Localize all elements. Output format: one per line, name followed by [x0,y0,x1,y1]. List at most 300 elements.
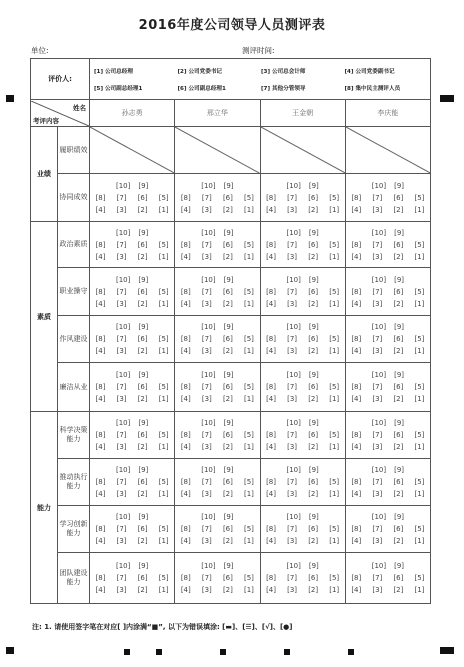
score-option[interactable]: [1] [414,205,425,214]
score-option[interactable]: [4] [95,347,106,355]
score-option[interactable]: [2] [393,586,404,594]
score-option[interactable]: [2] [137,395,148,403]
score-option[interactable]: [9] [308,181,319,190]
score-option[interactable]: [3] [287,347,298,355]
score-option[interactable]: [5] [329,431,340,439]
score-option[interactable]: [7] [287,574,298,582]
score-option[interactable]: [10] [201,419,216,427]
score-option[interactable]: [9] [138,466,149,474]
score-option[interactable]: [3] [201,586,212,594]
score-option[interactable]: [8] [351,240,362,249]
score-option[interactable]: [3] [116,205,127,214]
score-option[interactable]: [8] [180,525,191,533]
score-option[interactable]: [10] [286,323,301,331]
score-option[interactable]: [8] [266,193,276,202]
score-option[interactable]: [5] [158,431,169,439]
score-option[interactable]: [2] [308,443,319,451]
score-option[interactable]: [6] [308,383,319,391]
score-option[interactable]: [8] [351,193,362,202]
score-option[interactable]: [3] [287,252,298,261]
score-option[interactable]: [1] [158,252,169,261]
score-option[interactable]: [9] [138,371,149,379]
score-option[interactable]: [6] [393,574,404,582]
score-option[interactable]: [10] [201,228,216,237]
score-option[interactable]: [1] [329,395,340,403]
score-option[interactable]: [1] [244,586,254,594]
score-option[interactable]: [1] [158,443,169,451]
score-option[interactable]: [2] [308,252,319,261]
score-option[interactable]: [8] [266,431,276,439]
score-option[interactable]: [3] [201,395,212,403]
score-option[interactable]: [6] [393,240,404,249]
score-option[interactable]: [7] [116,335,127,343]
score-option[interactable]: [7] [287,287,298,296]
score-option[interactable]: [9] [223,562,234,570]
score-option[interactable]: [2] [137,347,148,355]
score-option[interactable]: [3] [201,443,212,451]
score-option[interactable]: [4] [351,347,362,355]
score-option[interactable]: [7] [116,287,127,296]
score-option[interactable]: [3] [287,205,298,214]
score-option[interactable]: [5] [244,287,254,296]
score-option[interactable]: [3] [287,490,298,498]
score-option[interactable]: [2] [222,490,233,498]
score-option[interactable]: [2] [222,537,233,545]
score-option[interactable]: [10] [371,562,387,570]
score-option[interactable]: [9] [394,371,405,379]
score-option[interactable]: [10] [115,562,131,570]
score-option[interactable]: [2] [308,395,319,403]
score-option[interactable]: [5] [329,240,340,249]
score-option[interactable]: [9] [308,228,319,237]
score-option[interactable]: [5] [158,383,169,391]
score-option[interactable]: [6] [222,431,233,439]
score-option[interactable]: [1] [158,395,169,403]
score-option[interactable]: [5] [329,287,340,296]
score-option[interactable]: [8] [95,335,106,343]
score-option[interactable]: [9] [394,181,405,190]
score-option[interactable]: [6] [137,478,148,486]
score-option[interactable]: [2] [137,490,148,498]
score-option[interactable]: [1] [244,443,254,451]
score-option[interactable]: [6] [393,478,404,486]
score-option[interactable]: [5] [414,431,425,439]
score-option[interactable]: [2] [137,205,148,214]
score-option[interactable]: [9] [394,562,405,570]
score-option[interactable]: [9] [223,323,234,331]
score-option[interactable]: [7] [116,193,127,202]
score-option[interactable]: [1] [158,299,169,308]
score-option[interactable]: [7] [372,574,383,582]
score-option[interactable]: [7] [372,478,383,486]
score-option[interactable]: [1] [244,299,254,308]
score-option[interactable]: [2] [222,443,233,451]
score-option[interactable]: [6] [222,383,233,391]
score-option[interactable]: [10] [371,419,387,427]
score-option[interactable]: [7] [201,193,212,202]
score-option[interactable]: [5] [158,478,169,486]
score-option[interactable]: [4] [180,537,191,545]
score-option[interactable]: [1] [414,252,425,261]
score-option[interactable]: [7] [201,240,212,249]
score-option[interactable]: [8] [180,431,191,439]
score-option[interactable]: [8] [180,478,191,486]
score-option[interactable]: [6] [137,431,148,439]
score-option[interactable]: [3] [116,443,127,451]
score-option[interactable]: [7] [287,525,298,533]
score-option[interactable]: [9] [394,228,405,237]
score-option[interactable]: [5] [329,478,340,486]
score-option[interactable]: [5] [158,193,169,202]
score-option[interactable]: [4] [95,205,106,214]
score-option[interactable]: [4] [95,299,106,308]
score-option[interactable]: [6] [137,193,148,202]
score-option[interactable]: [10] [371,513,387,521]
score-option[interactable]: [5] [329,525,340,533]
score-option[interactable]: [7] [116,383,127,391]
score-option[interactable]: [10] [201,466,216,474]
score-option[interactable]: [7] [372,335,383,343]
score-option[interactable]: [1] [329,347,340,355]
score-option[interactable]: [10] [286,562,301,570]
score-option[interactable]: [8] [266,383,276,391]
score-option[interactable]: [4] [180,347,191,355]
score-option[interactable]: [5] [414,478,425,486]
score-option[interactable]: [5] [158,240,169,249]
score-option[interactable]: [3] [116,395,127,403]
score-option[interactable]: [5] [414,240,425,249]
score-option[interactable]: [4] [351,299,362,308]
score-option[interactable]: [8] [180,574,191,582]
score-option[interactable]: [6] [393,193,404,202]
score-option[interactable]: [7] [201,431,212,439]
score-option[interactable]: [2] [137,252,148,261]
score-option[interactable]: [4] [180,205,191,214]
score-option[interactable]: [8] [351,574,362,582]
score-option[interactable]: [6] [222,335,233,343]
score-option[interactable]: [10] [201,275,216,284]
score-option[interactable]: [7] [116,240,127,249]
score-option[interactable]: [6] [222,574,233,582]
score-option[interactable]: [3] [201,537,212,545]
score-option[interactable]: [6] [222,193,233,202]
score-option[interactable]: [5] [244,240,254,249]
score-option[interactable]: [10] [286,513,301,521]
score-option[interactable]: [3] [287,395,298,403]
score-option[interactable]: [9] [308,371,319,379]
score-option[interactable]: [4] [266,347,276,355]
score-option[interactable]: [8] [95,287,106,296]
score-option[interactable]: [8] [266,335,276,343]
score-option[interactable]: [8] [180,193,191,202]
score-option[interactable]: [6] [137,240,148,249]
score-option[interactable]: [3] [116,586,127,594]
score-option[interactable]: [6] [222,478,233,486]
score-option[interactable]: [1] [244,490,254,498]
score-option[interactable]: [2] [137,586,148,594]
score-option[interactable]: [1] [329,299,340,308]
score-option[interactable]: [2] [308,586,319,594]
score-option[interactable]: [2] [222,586,233,594]
score-option[interactable]: [8] [180,383,191,391]
score-option[interactable]: [10] [115,466,131,474]
score-option[interactable]: [10] [115,228,131,237]
rater-option[interactable]: [3] 公司总会计师 [261,68,306,75]
score-option[interactable]: [1] [158,490,169,498]
score-option[interactable]: [4] [180,252,191,261]
score-option[interactable]: [4] [95,395,106,403]
score-option[interactable]: [8] [351,287,362,296]
score-option[interactable]: [1] [244,395,254,403]
score-option[interactable]: [7] [372,193,383,202]
score-option[interactable]: [1] [414,299,425,308]
score-option[interactable]: [2] [308,490,319,498]
score-option[interactable]: [10] [286,181,301,190]
score-option[interactable]: [5] [414,193,425,202]
rater-option[interactable]: [6] 公司副总经理1 [177,85,226,92]
score-option[interactable]: [8] [351,525,362,533]
score-option[interactable]: [2] [222,299,233,308]
score-option[interactable]: [2] [393,395,404,403]
score-option[interactable]: [8] [95,431,106,439]
score-option[interactable]: [7] [201,478,212,486]
score-option[interactable]: [7] [287,383,298,391]
score-option[interactable]: [9] [394,466,405,474]
score-option[interactable]: [7] [287,335,298,343]
score-option[interactable]: [5] [329,335,340,343]
score-option[interactable]: [8] [351,431,362,439]
score-option[interactable]: [5] [414,574,425,582]
score-option[interactable]: [5] [244,383,254,391]
score-option[interactable]: [10] [115,513,131,521]
score-option[interactable]: [1] [414,395,425,403]
score-option[interactable]: [4] [351,537,362,545]
score-option[interactable]: [2] [222,395,233,403]
rater-option[interactable]: [5] 公司副总经理1 [94,85,143,92]
score-option[interactable]: [3] [372,395,383,403]
score-option[interactable]: [9] [138,228,149,237]
score-option[interactable]: [3] [116,490,127,498]
rater-option[interactable]: [7] 其他分管领导 [261,85,306,92]
score-option[interactable]: [9] [394,419,405,427]
score-option[interactable]: [10] [371,275,387,284]
score-option[interactable]: [8] [351,478,362,486]
score-option[interactable]: [6] [308,478,319,486]
score-option[interactable]: [7] [372,383,383,391]
score-option[interactable]: [1] [244,537,254,545]
score-option[interactable]: [2] [137,537,148,545]
score-option[interactable]: [3] [116,252,127,261]
score-option[interactable]: [9] [308,513,319,521]
score-option[interactable]: [9] [308,275,319,284]
score-option[interactable]: [1] [244,252,254,261]
score-option[interactable]: [1] [329,443,340,451]
score-option[interactable]: [9] [138,181,149,190]
score-option[interactable]: [8] [266,525,276,533]
score-option[interactable]: [7] [116,478,127,486]
score-option[interactable]: [8] [266,240,276,249]
score-option[interactable]: [1] [329,490,340,498]
score-option[interactable]: [9] [394,275,405,284]
score-option[interactable]: [4] [266,252,276,261]
score-option[interactable]: [3] [116,299,127,308]
score-option[interactable]: [4] [95,252,106,261]
score-option[interactable]: [1] [244,205,254,214]
score-option[interactable]: [3] [372,252,383,261]
score-option[interactable]: [6] [308,574,319,582]
score-option[interactable]: [7] [116,525,127,533]
score-option[interactable]: [10] [201,323,216,331]
score-option[interactable]: [10] [371,228,387,237]
score-option[interactable]: [3] [287,299,298,308]
score-option[interactable]: [3] [372,586,383,594]
score-option[interactable]: [5] [414,335,425,343]
score-option[interactable]: [8] [95,574,106,582]
score-option[interactable]: [1] [329,205,340,214]
score-option[interactable]: [1] [414,537,425,545]
score-option[interactable]: [9] [394,323,405,331]
score-option[interactable]: [7] [372,431,383,439]
score-option[interactable]: [7] [372,525,383,533]
score-option[interactable]: [7] [116,431,127,439]
score-option[interactable]: [10] [201,371,216,379]
score-option[interactable]: [3] [372,443,383,451]
score-option[interactable]: [10] [286,228,301,237]
score-option[interactable]: [5] [414,525,425,533]
score-option[interactable]: [7] [287,240,298,249]
score-option[interactable]: [4] [351,252,362,261]
score-option[interactable]: [10] [371,323,387,331]
score-option[interactable]: [1] [244,347,254,355]
score-option[interactable]: [7] [372,287,383,296]
score-option[interactable]: [7] [201,287,212,296]
score-option[interactable]: [6] [308,525,319,533]
score-option[interactable]: [6] [137,525,148,533]
score-option[interactable]: [1] [414,490,425,498]
score-option[interactable]: [7] [287,478,298,486]
score-option[interactable]: [9] [138,419,149,427]
score-option[interactable]: [10] [286,466,301,474]
score-option[interactable]: [2] [393,205,404,214]
score-option[interactable]: [2] [137,299,148,308]
score-option[interactable]: [10] [371,466,387,474]
score-option[interactable]: [10] [371,371,387,379]
score-option[interactable]: [3] [287,586,298,594]
score-option[interactable]: [4] [95,490,106,498]
score-option[interactable]: [9] [308,419,319,427]
rater-option[interactable]: [4] 公司党委副书记 [344,68,395,75]
score-option[interactable]: [4] [351,395,362,403]
score-option[interactable]: [10] [201,181,216,190]
score-option[interactable]: [3] [116,347,127,355]
score-option[interactable]: [4] [180,443,191,451]
score-option[interactable]: [10] [115,419,131,427]
score-option[interactable]: [10] [115,181,131,190]
score-option[interactable]: [6] [393,525,404,533]
score-option[interactable]: [9] [223,466,234,474]
rater-option[interactable]: [8] 集中民主测评人员 [344,85,401,92]
score-option[interactable]: [8] [95,240,106,249]
score-option[interactable]: [8] [266,287,276,296]
rater-option[interactable]: [1] 公司总经理 [94,68,133,75]
score-option[interactable]: [5] [414,287,425,296]
score-option[interactable]: [2] [308,299,319,308]
score-option[interactable]: [7] [372,240,383,249]
score-option[interactable]: [2] [222,205,233,214]
score-option[interactable]: [7] [116,574,127,582]
score-option[interactable]: [10] [115,371,131,379]
score-option[interactable]: [1] [329,252,340,261]
score-option[interactable]: [5] [244,574,254,582]
score-option[interactable]: [1] [329,586,340,594]
score-option[interactable]: [5] [158,525,169,533]
score-option[interactable]: [5] [244,431,254,439]
score-option[interactable]: [1] [414,443,425,451]
score-option[interactable]: [10] [115,323,131,331]
score-option[interactable]: [6] [393,383,404,391]
score-option[interactable]: [3] [372,299,383,308]
score-option[interactable]: [3] [116,537,127,545]
score-option[interactable]: [6] [137,383,148,391]
score-option[interactable]: [5] [329,193,340,202]
rater-option[interactable]: [2] 公司党委书记 [177,68,223,75]
score-option[interactable]: [3] [372,490,383,498]
score-option[interactable]: [2] [393,490,404,498]
score-option[interactable]: [1] [158,586,169,594]
score-option[interactable]: [7] [287,193,298,202]
score-option[interactable]: [1] [414,586,425,594]
score-option[interactable]: [6] [308,287,319,296]
score-option[interactable]: [4] [351,586,362,594]
score-option[interactable]: [6] [308,193,319,202]
score-option[interactable]: [4] [266,537,276,545]
score-option[interactable]: [3] [287,537,298,545]
score-option[interactable]: [10] [286,275,301,284]
score-option[interactable]: [2] [222,347,233,355]
score-option[interactable]: [5] [158,287,169,296]
score-option[interactable]: [7] [201,525,212,533]
score-option[interactable]: [2] [308,205,319,214]
score-option[interactable]: [5] [244,193,254,202]
score-option[interactable]: [1] [414,347,425,355]
score-option[interactable]: [4] [266,490,276,498]
score-option[interactable]: [8] [351,335,362,343]
score-option[interactable]: [9] [308,562,319,570]
score-option[interactable]: [6] [137,287,148,296]
score-option[interactable]: [8] [180,240,191,249]
score-option[interactable]: [8] [95,525,106,533]
score-option[interactable]: [7] [201,574,212,582]
score-option[interactable]: [1] [329,537,340,545]
score-option[interactable]: [1] [158,537,169,545]
score-option[interactable]: [9] [138,323,149,331]
score-option[interactable]: [5] [244,335,254,343]
score-option[interactable]: [6] [137,335,148,343]
score-option[interactable]: [8] [180,287,191,296]
score-option[interactable]: [4] [351,443,362,451]
score-option[interactable]: [8] [266,478,276,486]
score-option[interactable]: [9] [223,419,234,427]
score-option[interactable]: [9] [138,275,149,284]
score-option[interactable]: [4] [266,586,276,594]
score-option[interactable]: [9] [223,275,234,284]
score-option[interactable]: [4] [351,205,362,214]
score-option[interactable]: [9] [308,466,319,474]
score-option[interactable]: [5] [414,383,425,391]
score-option[interactable]: [3] [201,347,212,355]
score-option[interactable]: [4] [180,586,191,594]
score-option[interactable]: [5] [329,383,340,391]
